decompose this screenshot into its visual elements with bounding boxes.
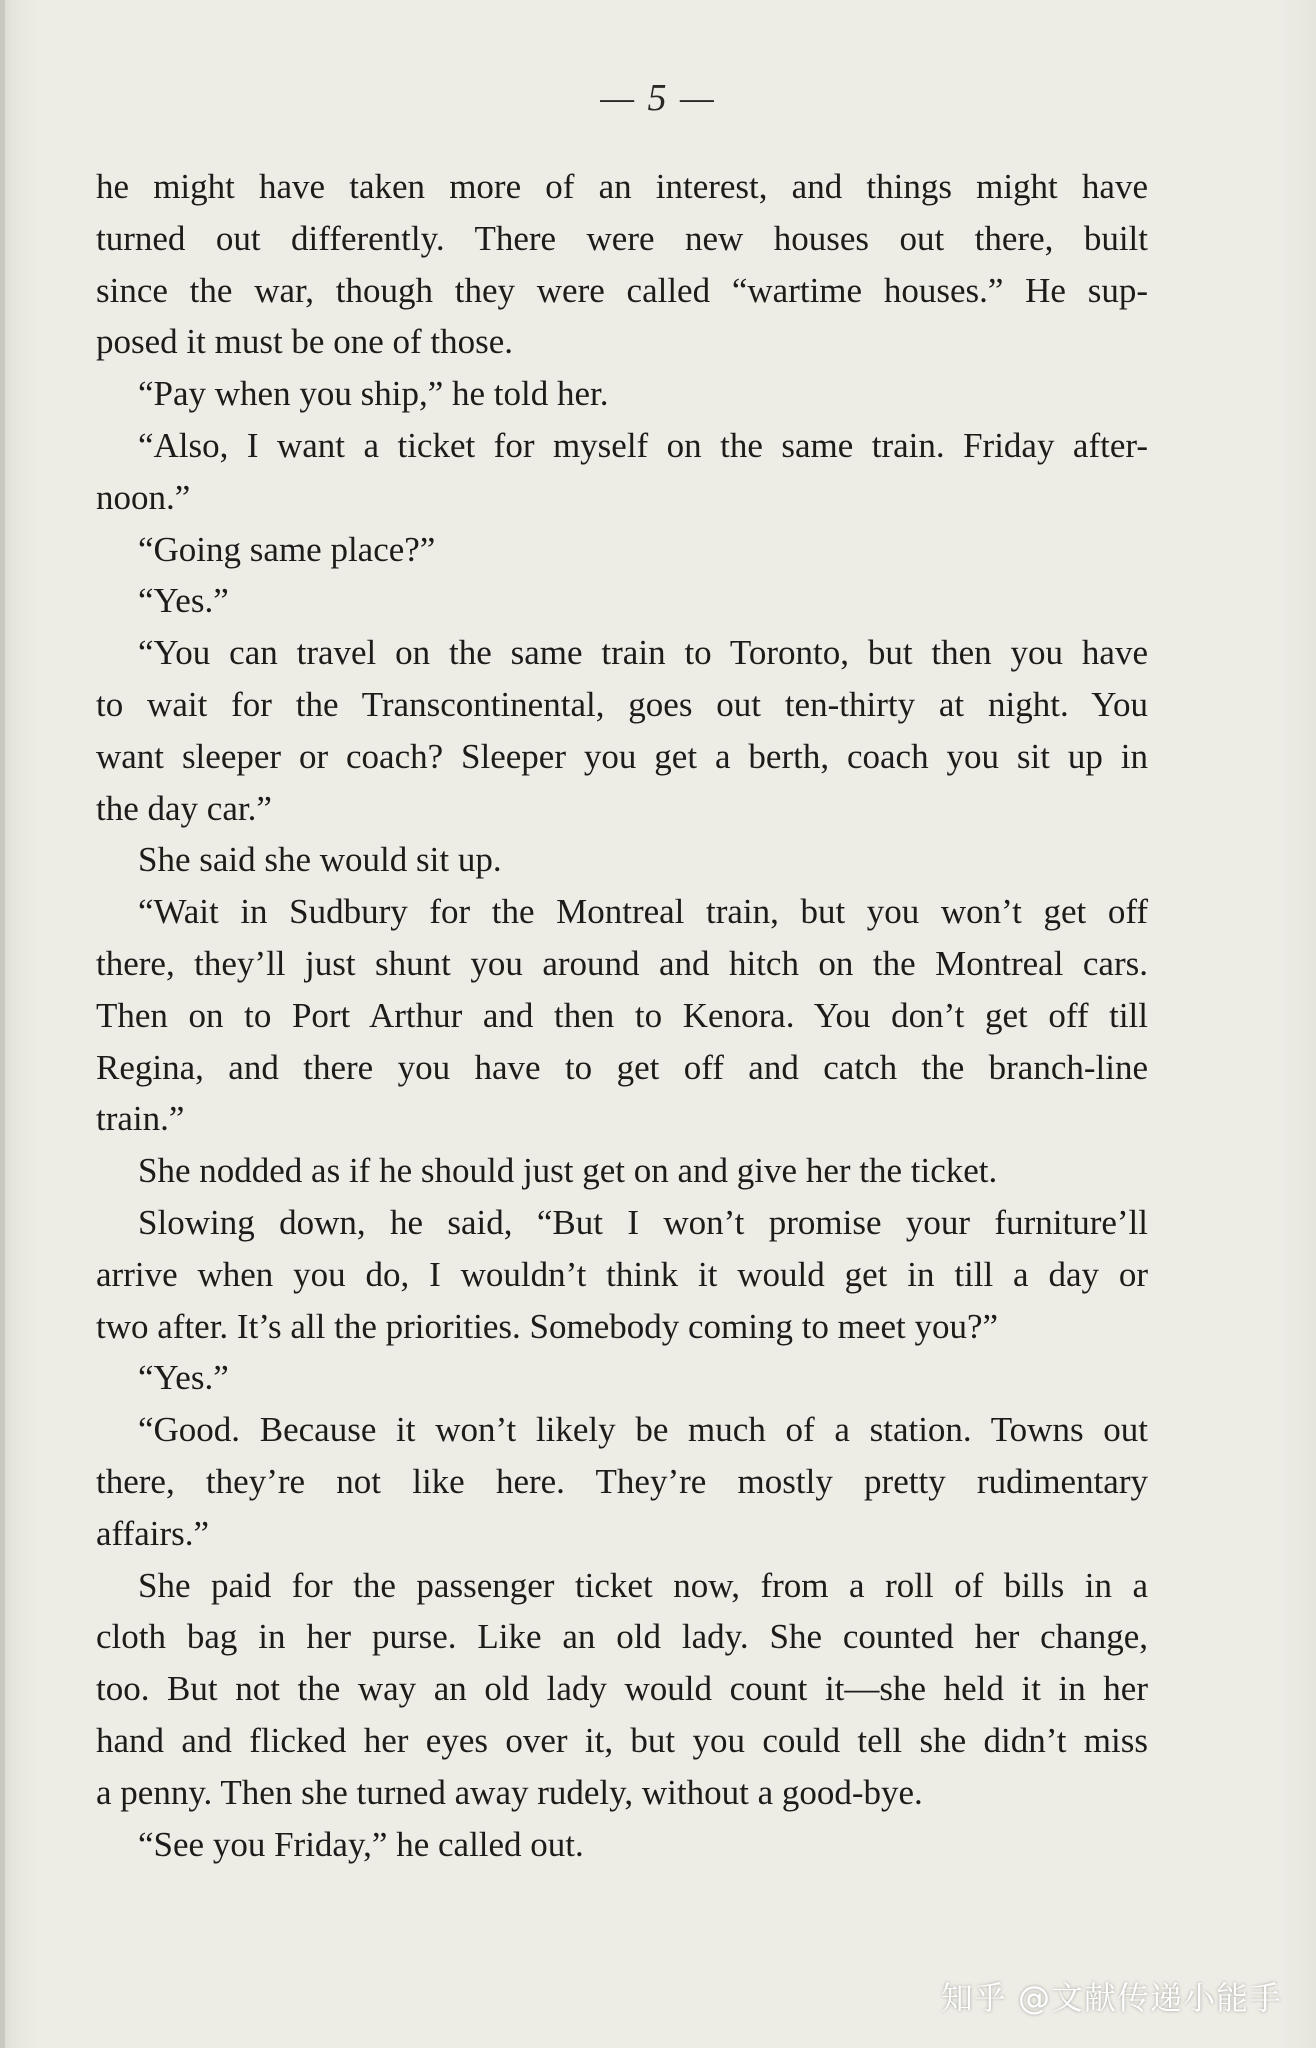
text-line: She said she would sit up. <box>138 840 502 880</box>
text-line: the day car.” <box>96 788 272 828</box>
text-line: “Also, I want a ticket for myself on the same train. Friday after- <box>138 425 1148 465</box>
text-line: turned out differently. There were new houses out there, built <box>96 218 1148 258</box>
text-line: affairs.” <box>96 1513 210 1553</box>
text-line: Then on to Port Arthur and then to Kenora. You don’t get off till <box>96 995 1148 1035</box>
text-line: “Yes.” <box>138 581 229 621</box>
text-line: there, they’re not like here. They’re mostly pretty rudimentary <box>96 1461 1148 1501</box>
text-line: want sleeper or coach? Sleeper you get a berth, coach you sit up in <box>96 736 1148 776</box>
text-line: Regina, and there you have to get off and catch the branch-line <box>96 1047 1148 1087</box>
body-text <box>96 161 1148 1870</box>
page-number-header: — 5 — <box>600 77 716 119</box>
text-line: Slowing down, he said, “But I won’t promise your furniture’ll <box>138 1202 1148 1242</box>
text-line: to wait for the Transcontinental, goes out ten-thirty at night. You <box>96 684 1148 724</box>
text-line: “Good. Because it won’t likely be much of a station. Towns out <box>138 1410 1148 1450</box>
text-line: “Going same place?” <box>138 529 436 569</box>
text-line: posed it must be one of those. <box>96 322 514 362</box>
text-line: She nodded as if he should just get on and give her the ticket. <box>138 1151 998 1191</box>
watermark: 知乎 @文献传递小能手 <box>940 1979 1282 2017</box>
text-line: a penny. Then she turned away rudely, without a good-bye. <box>96 1772 923 1812</box>
text-line: “Yes.” <box>138 1358 229 1398</box>
text-line: train.” <box>96 1099 185 1139</box>
text-line: since the war, though they were called “wartime houses.” He sup- <box>96 270 1148 310</box>
text-line: there, they’ll just shunt you around and hitch on the Montreal cars. <box>96 943 1148 983</box>
text-line: “You can travel on the same train to Toronto, but then you have <box>138 633 1148 673</box>
text-line: hand and flicked her eyes over it, but you could tell she didn’t miss <box>96 1720 1148 1760</box>
text-line: “Pay when you ship,” he told her. <box>138 374 609 414</box>
text-line: cloth bag in her purse. Like an old lady. She counted her change, <box>96 1617 1148 1657</box>
binding-edge <box>0 0 5 2048</box>
text-line: arrive when you do, I wouldn’t think it would get in till a day or <box>96 1254 1148 1294</box>
text-line: She paid for the passenger ticket now, from a roll of bills in a <box>138 1565 1148 1605</box>
text-line: he might have taken more of an interest, and things might have <box>96 167 1148 206</box>
text-line: “Wait in Sudbury for the Montreal train, but you won’t get off <box>138 892 1148 932</box>
text-line: too. But not the way an old lady would count it—she held it in her <box>96 1669 1148 1709</box>
text-line: two after. It’s all the priorities. Somebody coming to meet you?” <box>96 1306 999 1346</box>
text-line: “See you Friday,” he called out. <box>138 1824 584 1864</box>
text-line: noon.” <box>96 477 191 517</box>
